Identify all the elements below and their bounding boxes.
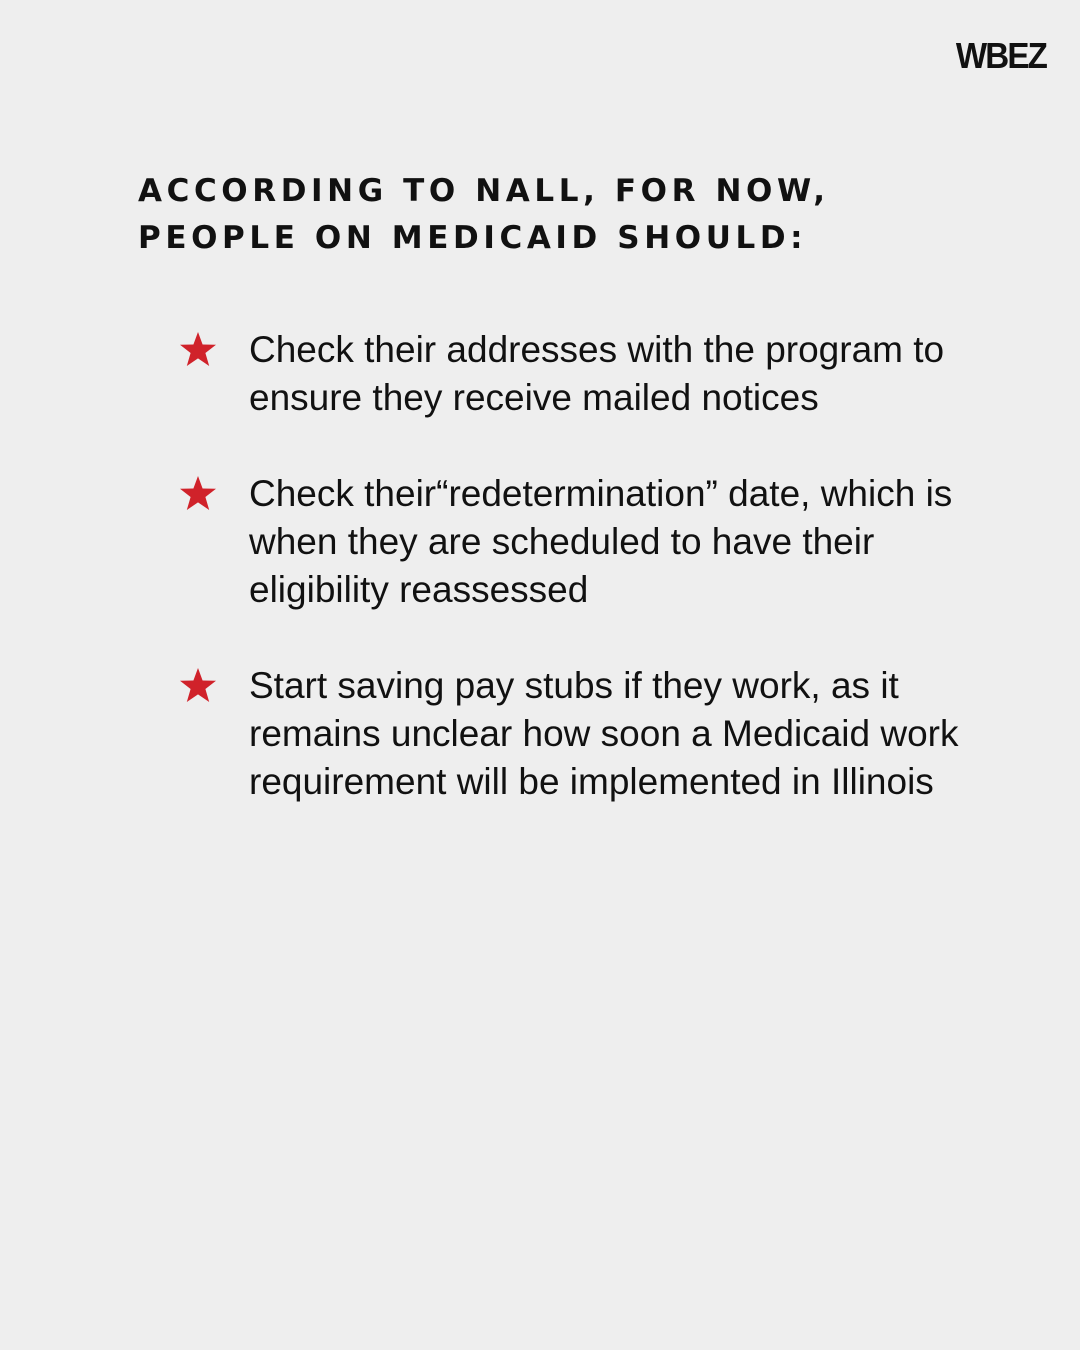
star-icon: [176, 664, 220, 708]
list-item: [176, 470, 966, 614]
list-item-text: Check their addresses with the program to ensure they receive mailed notices: [249, 329, 945, 418]
list-item-text: Check their“redetermination” date, which is when they are scheduled to have their eligibility reassessed: [249, 473, 953, 610]
page-heading: ACCORDING TO NALL, FOR NOW, PEOPLE ON MEDICAID SHOULD:: [138, 173, 830, 256]
wbez-logo: WBEZ: [955, 35, 1046, 76]
list-item: [176, 326, 966, 422]
list-item: [176, 662, 966, 806]
star-icon: [176, 472, 220, 516]
recommendation-list: [176, 326, 966, 854]
star-icon: [176, 328, 220, 372]
list-item-text: Start saving pay stubs if they work, as it remains unclear how soon a Medicaid work requirement will be implemented in Illinois: [249, 665, 959, 802]
